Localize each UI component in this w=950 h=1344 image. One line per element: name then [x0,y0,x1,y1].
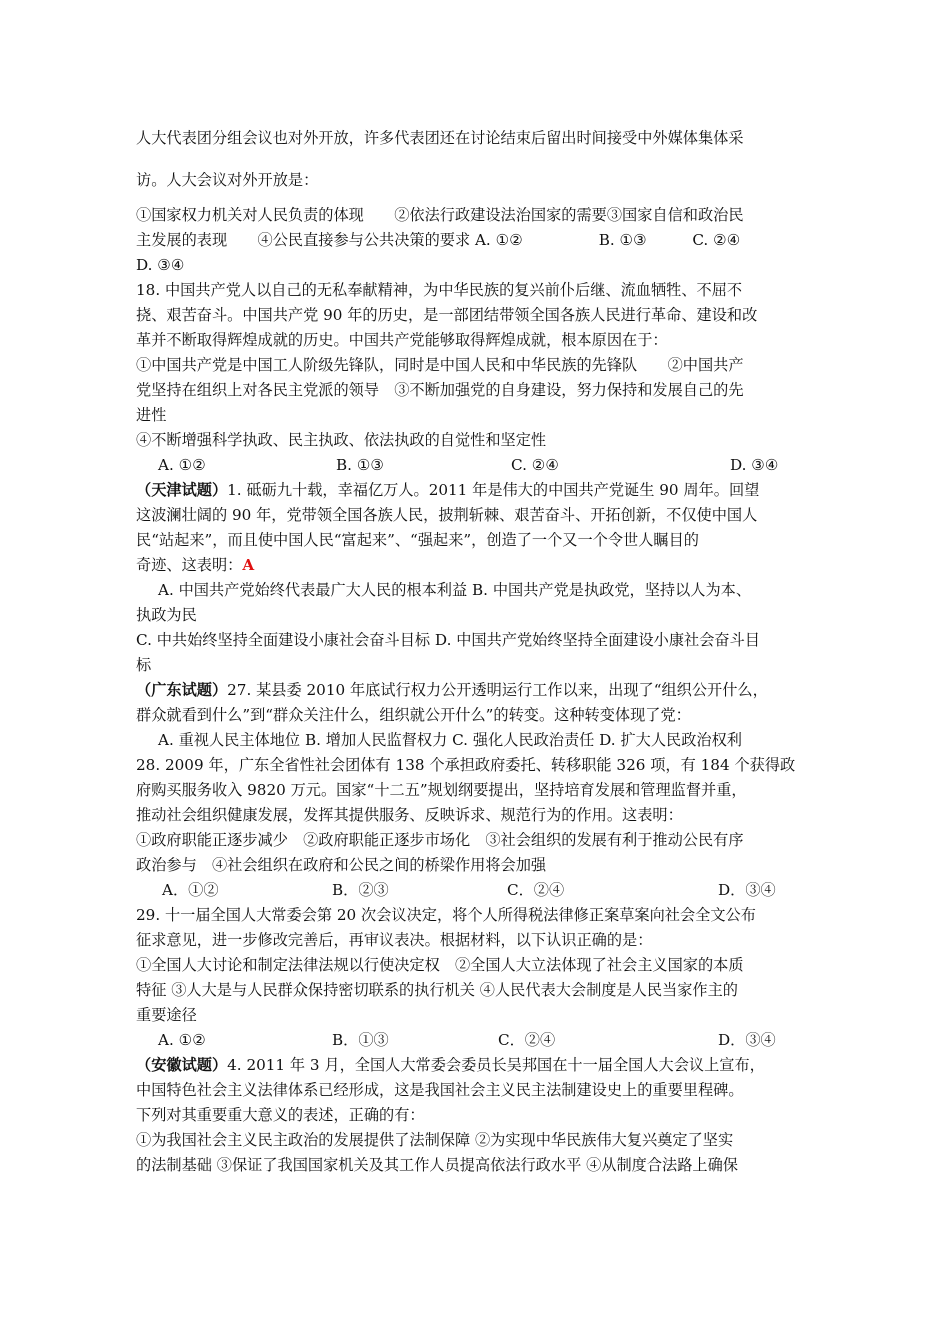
option-b: B．①③ [332,1031,389,1049]
tianjin-question-stem [136,480,759,500]
text-line: 推动社会组织健康发展，发挥其提供服务、反映诉求、规范行为的作用。这表明： [136,806,683,824]
text-segment: 1. 砥砺九十载，幸福亿万人。2011 年是伟大的中国共产党诞生 90 周年。回望 [227,481,760,499]
text-line: ①国家权力机关对人民负责的体现 ②依法行政建设法治国家的需要③国家自信和政治民 [136,206,744,224]
option-d: D. ③④ [730,456,779,474]
question-18-stem: 18. 中国共产党人以自己的无私奉献精神，为中华民族的复兴前仆后继、流血牺牲、不屈不 [136,281,743,299]
answer-mark: A [242,556,255,574]
text-line: D. ③④ [136,256,185,274]
source-label: （天津试题） [136,481,228,499]
text-line: 的法制基础 ③保证了我国国家机关及其工作人员提高依法行政水平 ④从制度合法路上确保 [136,1156,738,1174]
text-line: 挠、艰苦奋斗。中国共产党 90 年的历史，是一部团结带领全国各族人民进行革命、建设和改 [136,306,758,324]
question-29-stem: 29. 十一届全国人大常委会第 20 次会议决定，将个人所得税法律修正案草案向社会全文公布 [136,906,756,924]
text-line: ①政府职能正逐步减少 ②政府职能正逐步市场化 ③社会组织的发展有利于推动公民有序 [136,831,744,849]
text-line: 主发展的表现 ④公民直接参与公共决策的要求 A. ①② B. ①③ C. ②④ [136,231,741,249]
text-segment: 4. 2011 年 3 月，全国人大常委会委员长吴邦国在十一届全国人大会议上宣布， [227,1056,765,1074]
text-segment: 27. 某县委 2010 年底试行权力公开透明运行工作以来，出现了“组织公开什么， [227,681,768,699]
option-a: A. ①② [158,456,206,474]
text-line: 标 [136,656,152,674]
option-b: B. ①③ [336,456,385,474]
text-line: 进性 [136,406,167,424]
text-line: ①中国共产党是中国工人阶级先锋队，同时是中国人民和中华民族的先锋队 ②中国共产 [136,356,744,374]
option-c: C. ②④ [511,456,559,474]
text-line: 府购买服务收入 9820 万元。国家“十二五”规划纲要提出，坚持培育发展和管理监督并重， [136,781,747,799]
text-line: 革并不断取得辉煌成就的历史。中国共产党能够取得辉煌成就，根本原因在于： [136,331,668,349]
source-label: （广东试题） [136,681,228,699]
text-line: A. 重视人民主体地位 B. 增加人民监督权力 C. 强化人民政治责任 D. 扩大人民政治权利 [158,731,742,749]
anhui-question-stem [136,1055,765,1075]
option-a: A. ①② [158,1031,206,1049]
text-line: 特征 ③人大是与人民群众保持密切联系的执行机关 ④人民代表大会制度是人民当家作主的 [136,981,738,999]
text-segment: 奇迹、这表明： [136,556,243,574]
source-label: （安徽试题） [136,1056,228,1074]
text-line: ①全国人大讨论和制定法律法规以行使决定权 ②全国人大立法体现了社会主义国家的本质 [136,956,744,974]
option-b: B．②③ [332,881,389,899]
option-d: D．③④ [718,881,776,899]
text-line: 人大代表团分组会议也对外开放，许多代表团还在讨论结束后留出时间接受中外媒体集体采 [136,129,744,147]
option-c: C．②④ [498,1031,556,1049]
text-line: A. 中国共产党始终代表最广大人民的根本利益 B. 中国共产党是执政党，坚持以人为本、 [158,581,752,599]
text-line: 这波澜壮阔的 90 年，党带领全国各族人民，披荆斩棘、艰苦奋斗、开拓创新，不仅使中国人 [136,506,758,524]
option-d: D．③④ [718,1031,776,1049]
text-line: 中国特色社会主义法律体系已经形成，这是我国社会主义民主法制建设史上的重要里程碑。 [136,1081,744,1099]
text-line: C. 中共始终坚持全面建设小康社会奋斗目标 D. 中国共产党始终坚持全面建设小康社会奋斗目 [136,631,760,649]
text-line: ④不断增强科学执政、民主执政、依法执政的自觉性和坚定性 [136,431,547,449]
text-line: 民“站起来”，而且使中国人民“富起来”、“强起来”，创造了一个又一个令世人瞩目的 [136,531,699,549]
option-c: C．②④ [507,881,565,899]
text-line: 党坚持在组织上对各民主党派的领导 ③不断加强党的自身建设，努力保持和发展自己的先 [136,381,744,399]
text-line: 政治参与 ④社会组织在政府和公民之间的桥梁作用将会加强 [136,856,547,874]
text-line: ①为我国社会主义民主政治的发展提供了法制保障 ②为实现中华民族伟大复兴奠定了坚实 [136,1131,734,1149]
text-line: 执政为民 [136,606,197,624]
text-line: 下列对其重要重大意义的表述，正确的有： [136,1106,425,1124]
question-28-stem: 28. 2009 年，广东全省性社会团体有 138 个承担政府委托、转移职能 326 项，有 184 个获得政 [136,756,796,774]
text-line: 重要途径 [136,1006,197,1024]
text-line: 征求意见，进一步修改完善后，再审议表决。根据材料，以下认识正确的是： [136,931,653,949]
option-a: A．①② [162,881,219,899]
guangdong-question-stem [136,680,768,700]
text-line [136,555,254,575]
text-line: 访。人大会议对外开放是： [136,171,319,189]
text-line: 群众就看到什么”到“群众关注什么，组织就公开什么”的转变。这种转变体现了党： [136,706,691,724]
